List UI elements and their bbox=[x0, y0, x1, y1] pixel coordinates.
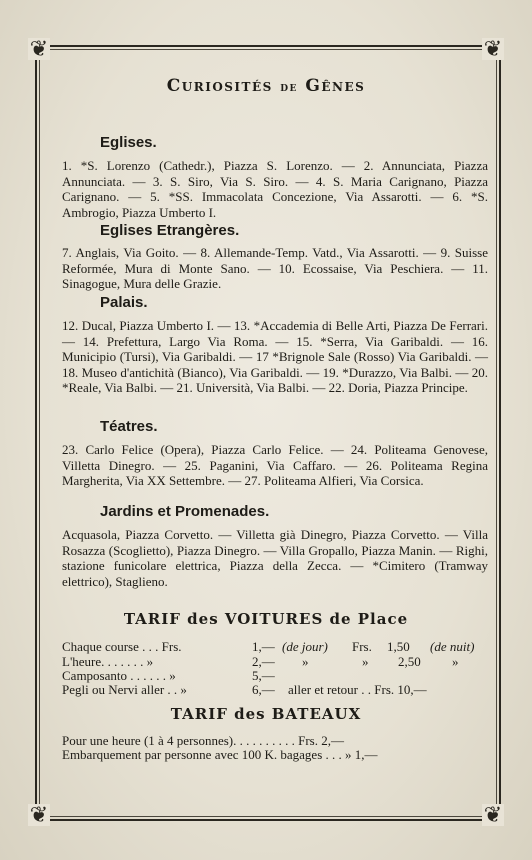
ornament-corner-icon: ❦ bbox=[29, 802, 49, 827]
section-text-palais: 12. Ducal, Piazza Umberto I. — 13. *Accademia di Belle Arti, Piazza De Ferrari. — 14. Prefettura, Largo Via Roma. — 15. *Serra, Via Garibaldi. — 16. Municipio (Tursi), Via Garibaldi. — 17 *Brignole Sale (Rosso) Via Garibaldi. — 18. Museo d'antichità (Bianco), Via Garibaldi. — 19. *Durazzo, Via Balbi. — 20. *Reale, Via Balbi. — 21. Università, Via Balbi. — 22. Doria, Piazza Principe. bbox=[62, 318, 488, 396]
tarif-voitures-row: L'heure. . . . . . . » 2,— » » 2,50 » bbox=[62, 654, 459, 669]
tarif-voitures-row: Chaque course . . . Frs. 1,— (de jour) Frs. 1,50 (de nuit) bbox=[62, 639, 475, 654]
tarif-voitures-title: TARIF des VOITURES de Place bbox=[123, 610, 409, 628]
tarif-voitures-row: Camposanto . . . . . . » 5,— bbox=[62, 668, 275, 683]
section-text-eglises: 1. *S. Lorenzo (Cathedr.), Piazza S. Lorenzo. — 2. Annunciata, Piazza Annunciata. — 3. S. Siro, Via S. Siro. — 4. S. Maria Carignano, Piazza Carignano. — 5. *SS. Immacolata Concezione, Via Assarotti. — 6. *S. Ambrogio, Piazza Umberto I. bbox=[62, 158, 488, 220]
tarif-bateaux-row: Pour une heure (1 à 4 personnes). . . . . . . . . . Frs. 2,— bbox=[62, 733, 344, 748]
page-title: Curiosités de Gênes bbox=[166, 76, 366, 96]
ornament-corner-icon: ❦ bbox=[29, 36, 49, 61]
section-heading-eglises-etrangeres: Eglises Etrangères. bbox=[100, 222, 240, 239]
section-heading-teatres: Téatres. bbox=[100, 418, 158, 435]
section-heading-palais: Palais. bbox=[100, 294, 148, 311]
section-heading-eglises: Eglises. bbox=[100, 134, 157, 151]
section-text-jardins: Acquasola, Piazza Corvetto. — Villetta già Dinegro, Piazza Corvetto. — Villa Rosazza (Scoglietto), Piazza Dinegro. — Villa Gropallo, Piazza Manin. — Righi, stazione funicolare elettrica, Piazza della Zecca. — *Cimitero (Tramway elettrico), Staglieno. bbox=[62, 527, 488, 589]
section-text-teatres: 23. Carlo Felice (Opera), Piazza Carlo Felice. — 24. Politeama Genovese, Villetta Dinegro. — 25. Paganini, Via Caffaro. — 26. Politeama Regina Margherita, Via XX Settembre. — 27. Politeama Alfieri, Via Corsica. bbox=[62, 442, 488, 489]
tarif-bateaux-title: TARIF des BATEAUX bbox=[170, 705, 362, 723]
ornament-corner-icon: ❦ bbox=[483, 36, 503, 61]
ornament-corner-icon: ❦ bbox=[483, 802, 503, 827]
section-text-eglises-etrangeres: 7. Anglais, Via Goito. — 8. Allemande-Temp. Vatd., Via Assarotti. — 9. Suisse Reformée, Mura di Monte Sano. — 10. Ecossaise, Via Peschiera. — 11. Sinagogue, Mura delle Grazie. bbox=[62, 245, 488, 292]
tarif-bateaux-row: Embarquement par personne avec 100 K. bagages . . . » 1,— bbox=[62, 747, 378, 762]
tarif-voitures-row: Pegli ou Nervi aller . . » 6,— aller et retour . . Frs. 10,— bbox=[62, 682, 427, 697]
section-heading-jardins: Jardins et Promenades. bbox=[100, 503, 270, 520]
